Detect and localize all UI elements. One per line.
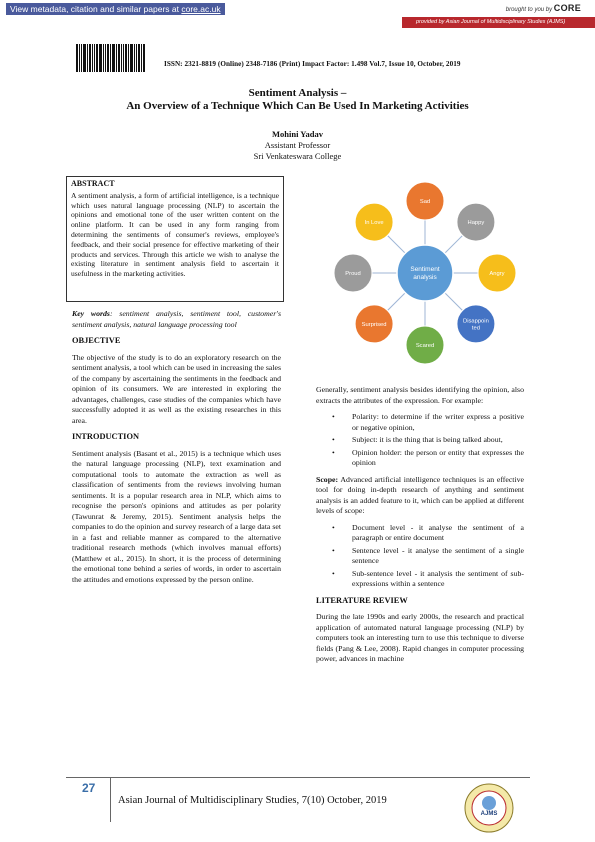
emotion-label: Proud xyxy=(345,271,361,277)
literature-heading: LITERATURE REVIEW xyxy=(316,595,408,605)
scope-list xyxy=(332,523,524,590)
core-prefix: View metadata, citation and similar papers at xyxy=(10,4,182,14)
emotion-label: Disappoin xyxy=(463,318,489,325)
footer-divider xyxy=(110,777,111,822)
footer-rule xyxy=(66,777,530,778)
scope-text: Advanced artificial intelligence techniques is an effective tool for doing in-depth research of anything and sentiment analysis is an added feature to it, which can be applied at different levels of scope: xyxy=(316,474,524,515)
objective-text: The objective of the study is to do an exploratory research on the sentiment analysis, a tool which can be used in increasing the sales of the company by ascertaining the sentiments in the feedback and opinion of its consumers. We are interested in exploring the advantages, challenges, case studies of the companies which have successfully adopted it as well as the existing researches in this area. xyxy=(72,352,281,425)
title-line-1: Sentiment Analysis – xyxy=(248,87,347,99)
list-item: • Sub-sentence level - it analysis the sentiment of sub-expressions within a sentence xyxy=(332,569,524,590)
emotion-label: ted xyxy=(471,325,480,332)
sentiment-diagram-svg xyxy=(325,178,525,368)
author-position: Assistant Professor xyxy=(264,140,331,150)
core-link-text[interactable]: core.ac.uk xyxy=(181,4,221,14)
provided-by-banner: provided by Asian Journal of Multidisciplinary Studies (AJMS) xyxy=(402,17,595,28)
title-line-2: An Overview of a Technique Which Can Be Used In Marketing Activities xyxy=(126,100,469,112)
scope-label: Scope: xyxy=(316,474,339,484)
keywords-label: Key words xyxy=(72,309,110,318)
issn-line: ISSN: 2321-8819 (Online) 2348-7186 (Print) Impact Factor: 1.498 Vol.7, Issue 10, October, 2019 xyxy=(164,60,461,68)
author-institution: Sri Venkateswara College xyxy=(253,151,342,161)
keywords-text: : sentiment analysis, sentiment tool, customer's sentiment analysis, natural language processing tool xyxy=(72,309,281,329)
scope-paragraph xyxy=(316,475,524,517)
seal-text: AJMS xyxy=(480,811,498,817)
abstract-heading: ABSTRACT xyxy=(71,179,115,188)
emotion-label: Sad xyxy=(419,199,431,205)
center-node xyxy=(397,245,453,301)
list-item: • Sentence level - it analyse the sentiment of a single sentence xyxy=(332,546,524,567)
attributes-intro: Generally, sentiment analysis besides identifying the opinion, also extracts the attributes of the expression. For example: xyxy=(316,385,524,405)
emotion-label: Angry xyxy=(489,271,505,277)
author-block xyxy=(60,129,535,162)
brought-by-core[interactable] xyxy=(506,3,581,13)
center-label: Sentiment xyxy=(410,266,440,273)
keywords xyxy=(72,309,281,330)
emotion-label: Happy xyxy=(467,220,485,227)
brought-prefix: brought to you by xyxy=(505,7,553,13)
emotion-label: Surprised xyxy=(361,321,387,328)
emotion-label: Scared xyxy=(415,343,435,349)
literature-text: During the late 1990s and early 2000s, the research and practical application of automated natural language processing (NLP) by computers took an interesting turn to use this technique to diverse fields (Pang & Lee, 2008). Rapid changes in computer processing power, advances in machine xyxy=(316,612,524,663)
list-item: • Document level - it analyse the sentiment of a paragraph or entire document xyxy=(332,523,524,544)
center-label: analysis xyxy=(413,274,437,281)
list-item: • Opinion holder: the person or entity that expresses the opinion xyxy=(332,448,524,469)
list-item: • Subject: it is the thing that is being talked about, xyxy=(332,435,524,446)
attributes-list xyxy=(332,412,524,469)
paper-title xyxy=(60,87,535,113)
abstract-box xyxy=(66,176,284,302)
author-name: Mohini Yadav xyxy=(272,129,323,139)
core-metadata-link[interactable] xyxy=(6,3,225,15)
journal-seal-icon xyxy=(464,783,514,833)
list-item: • Polarity: to determine if the writer express a positive or negative opinion, xyxy=(332,412,524,433)
introduction-text: Sentiment analysis (Basant et al., 2015) is a technique which uses the natural language processing (NLP), text examination and computational tools to automate the extraction as well as classification of sentiments from the reviews involving human sentiments. It is a popular research area in NLP, which aims to recognise the person's opinions and attitudes as per polarity (Tawunrat & Jeremy, 2015). Sentiment analysis helps the companies to do the opinion and survey research of a large data set in a fast and reliable manner as compared to the alternative traditional research methods (which involves manual efforts) (Matthew et al., 2015). In short, it is the process of determining the emotional tone behind a series of words, in order to ascertain the attitudes and emotions expressed by the person online. xyxy=(72,448,282,584)
sentiment-diagram xyxy=(325,178,525,368)
objective-heading: OBJECTIVE xyxy=(72,336,121,345)
introduction-heading: INTRODUCTION xyxy=(72,432,140,441)
journal-citation: Asian Journal of Multidisciplinary Studies, 7(10) October, 2019 xyxy=(118,795,387,806)
left-column xyxy=(72,309,281,591)
core-logo: CORE xyxy=(553,3,581,13)
barcode-icon xyxy=(76,44,146,72)
abstract-text: A sentiment analysis, a form of artificial intelligence, is a technique which uses natural language processing (NLP) to ascertain the opinions and emotional tone of the user written content on the online platform. It can be used in any form ranging from determining the sentiments of consumer's reviews, employee's feedback, and their social presence for effective marketing of their products and services. Through this article we wish to analyse the existing literature in sentiment analysis field to ascertain it usefulness in the marketing activities. xyxy=(71,190,279,279)
right-column xyxy=(316,385,524,671)
page-number: 27 xyxy=(82,781,96,795)
emotion-label: In Love xyxy=(364,220,384,227)
